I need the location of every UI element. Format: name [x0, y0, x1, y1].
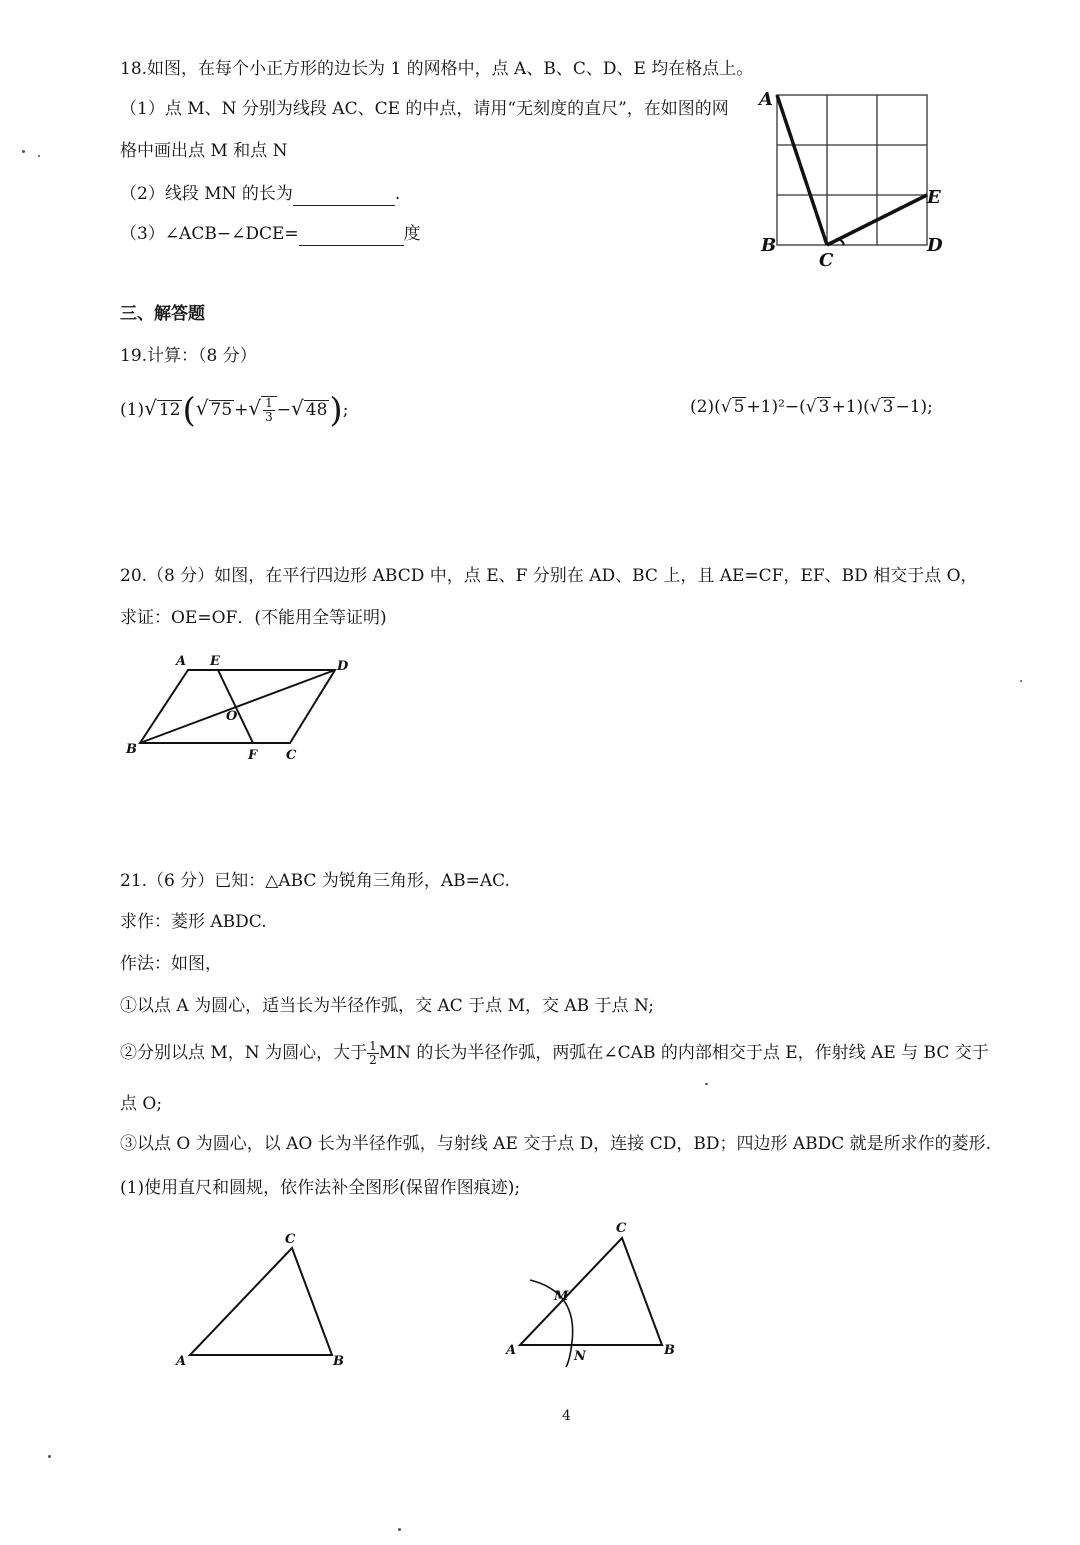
grid-lines [777, 95, 927, 245]
q18-part2 [120, 183, 400, 206]
label-b: B [664, 1343, 675, 1358]
q21-step1: ①以点 A 为圆心，适当长为半径作弧，交 AC 于点 M，交 AB 于点 N; [120, 996, 654, 1016]
segment-ef [218, 670, 253, 743]
minus-sign: − [276, 400, 292, 420]
q18-part1-line1: （1）点 M、N 分别为线段 AC、CE 的中点，请用“无刻度的直尺”，在如图的网 [120, 99, 729, 119]
section-title: 三、解答题 [120, 304, 205, 324]
q18-part2-end: . [394, 184, 401, 204]
label-a: A [506, 1343, 517, 1358]
q21-line2: 求作：菱形 ABDC. [120, 912, 267, 932]
label-e: E [210, 654, 220, 669]
label-a: A [176, 654, 187, 669]
sqrt-3: 3 [818, 397, 830, 417]
q18-part1-line2: 格中画出点 M 和点 N [120, 141, 288, 161]
label-c: C [616, 1221, 627, 1236]
q18-stem: 18.如图，在每个小正方形的边长为 1 的网格中，点 A、B、C、D、E 均在格点上。 [120, 59, 754, 79]
sqrt-12: 12 [158, 400, 181, 420]
label-o: O [226, 709, 238, 724]
label-a: A [176, 1354, 187, 1369]
scan-speck [1020, 680, 1022, 682]
q21-line1: 21.（6 分）已知：△ABC 为锐角三角形，AB=AC. [120, 871, 510, 891]
scan-speck [398, 1528, 401, 1531]
q19-stem: 19.计算：（8 分） [120, 346, 257, 366]
q21-step2-cont: 点 O; [120, 1094, 163, 1114]
q19-p1-end: ; [342, 400, 349, 420]
q21-part1: (1)使用直尺和圆规，依作法补全图形(保留作图痕迹); [120, 1178, 521, 1198]
answer-blank [293, 183, 395, 206]
label-b: B [126, 742, 137, 757]
answer-blank [299, 223, 404, 246]
scan-speck [38, 155, 40, 157]
label-e: E [927, 187, 941, 208]
sqrt-75: 75 [210, 400, 233, 420]
label-a: A [759, 89, 773, 110]
label-b: B [761, 235, 777, 256]
q18-part3-end: 度 [403, 224, 421, 244]
q20-parallelogram-figure [120, 650, 360, 765]
q19-p1-prefix: (1) [120, 400, 145, 420]
q19-part2: (2)(√ 5 +1)²−(√ 3 +1)(√ 3 −1); [690, 397, 933, 417]
fraction-one-third: $\frac{1}{3}$ [265, 396, 273, 424]
label-c: C [285, 1232, 296, 1247]
q21-triangle-figure [170, 1225, 360, 1375]
q21-step2: ②分别以点 M，N 为圆心，大于 $\frac{1}{2}$ MN 的长为半径作弧，两弧在∠CAB 的内部相交于点 E，作射线 AE 与 BC 交于 [120, 1039, 989, 1067]
segment-ac [777, 95, 827, 245]
label-d: D [337, 659, 349, 674]
label-f: F [248, 748, 258, 763]
q19-part1: (1)√ 12(√ 75 +√ $\frac{1}{3}$ −√ 48); [120, 390, 349, 431]
q20-line2: 求证：OE=OF．(不能用全等证明) [120, 608, 387, 628]
page-number: 4 [562, 1408, 571, 1424]
scan-speck [705, 1083, 708, 1085]
scan-speck [22, 150, 25, 153]
q20-line1: 20.（8 分）如图，在平行四边形 ABCD 中，点 E、F 分别在 AD、BC 上，且 AE=CF，EF、BD 相交于点 O， [120, 566, 978, 586]
q18-part3-text: （3）∠ACB−∠DCE= [120, 224, 299, 244]
triangle-abc [190, 1248, 332, 1355]
sqrt-3: 3 [882, 397, 894, 417]
q21-line3: 作法：如图， [120, 954, 222, 974]
q21-step3: ③以点 O 为圆心，以 AO 长为半径作弧，与射线 AE 交于点 D，连接 CD，BD；四边形 ABDC 就是所求作的菱形. [120, 1134, 992, 1154]
fraction-one-half: $\frac{1}{2}$ [369, 1039, 377, 1067]
angle-mark [839, 239, 844, 245]
diagonal-bd [140, 670, 335, 743]
plus-sign: + [234, 400, 249, 420]
label-n: N [574, 1349, 586, 1364]
label-d: D [927, 235, 943, 256]
sqrt-48: 48 [305, 400, 328, 420]
label-c: C [286, 748, 297, 763]
q18-part2-text: （2）线段 MN 的长为 [120, 184, 293, 204]
label-m: M [554, 1289, 569, 1304]
triangle-abc [520, 1238, 662, 1345]
label-c: C [819, 250, 834, 270]
sqrt-5: 5 [733, 397, 745, 417]
q18-part3 [120, 223, 421, 246]
label-b: B [333, 1354, 344, 1369]
q21-construction-figure [500, 1212, 690, 1377]
scan-speck [48, 1455, 51, 1458]
q18-grid-figure [755, 85, 955, 270]
